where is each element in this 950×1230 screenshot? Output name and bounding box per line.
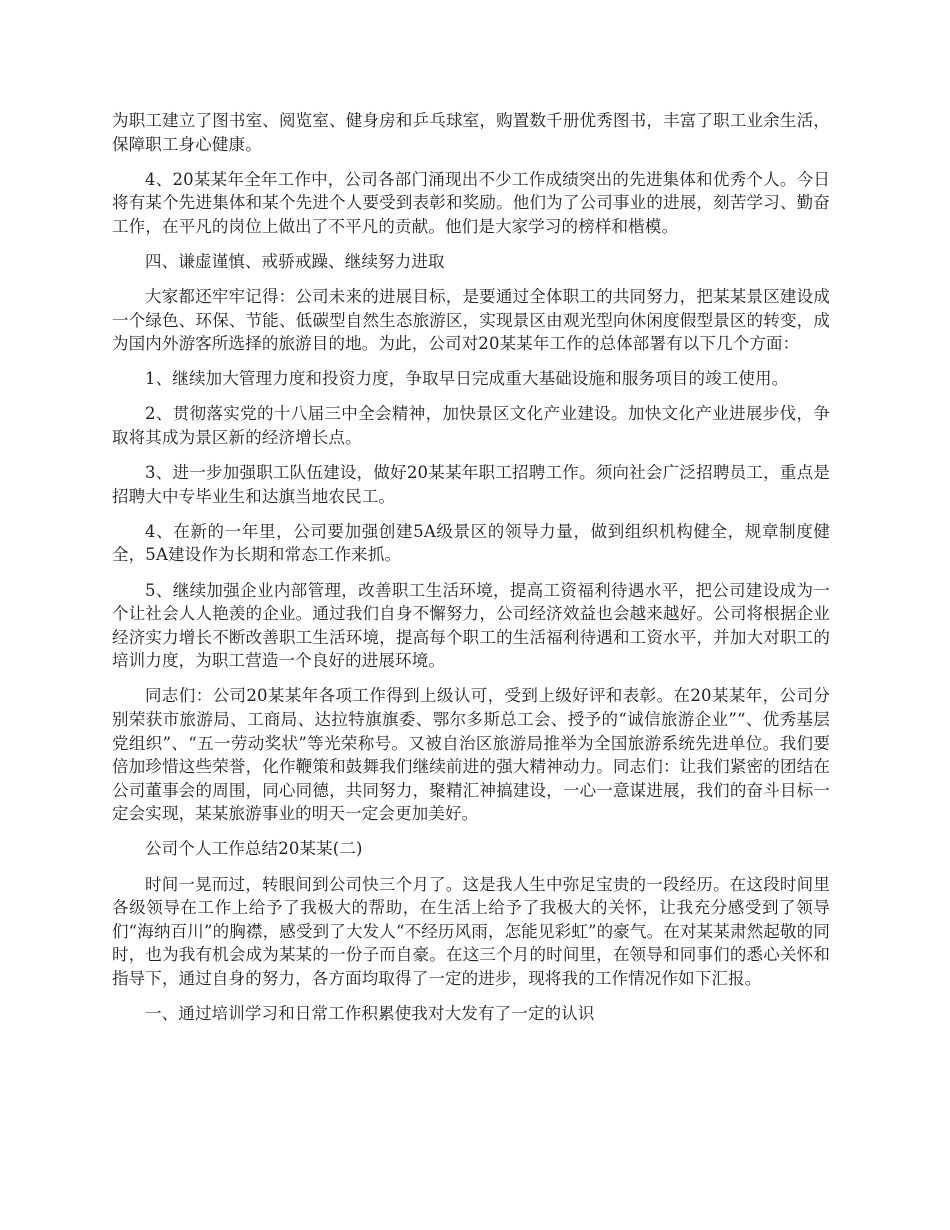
paragraph-comrades: 同志们：公司20某某年各项工作得到上级认可，受到上级好评和表彰。在20某某年，公司分别荣获市旅游局、工商局、达拉特旗旗委、鄂尔多斯总工会、授予的“诚信旅游企业”“、优秀基层党组织”、“五一劳动奖状”等光荣称号。又被自治区旅游局推举为全国旅游系统先进单位。我们要倍加珍惜这些荣誉，化作鞭策和鼓舞我们继续前进的强大精神动力。同志们：让我们紧密的团结在公司董事会的周围，同心同德，共同努力，聚精汇神搞建设，一心一意谋进展，我们的奋斗目标一定会实现，某某旅游事业的明天一定会更加美好。 (112, 686, 830, 824)
section-heading-four: 四、谦虚谨慎、戒骄戒躁、继续努力进取 (145, 251, 445, 271)
list-item-2: 2、贯彻落实党的十八届三中全会精神，加快景区文化产业建设。加快文化产业进展步伐，争取将其成为景区新的经济增长点。 (112, 404, 830, 448)
document-body (112, 109, 830, 1037)
list-item-1: 1、继续加大管理力度和投资力度，争取早日完成重大基础设施和服务项目的竣工使用。 (145, 369, 789, 389)
list-item-5: 5、继续加强企业内部管理，改善职工生活环境，提高工资福利待遇水平，把公司建设成为一个让社会人人艳羡的企业。通过我们自身不懈努力，公司经济效益也会越来越好。公司将根据企业经济实力增长不断改善职工生活环境，提高每个职工的生活福利待遇和工资水平，并加大对职工的培训力度，为职工营造一个良好的进展环境。 (112, 580, 830, 671)
section-heading-one: 一、通过培训学习和日常工作积累使我对大发有了一定的认识 (145, 1004, 595, 1023)
paragraph-advanced-collectives: 4、20某某年全年工作中，公司各部门涌现出不少工作成绩突出的先进集体和优秀个人。今日将有某个先进集体和某个先进个人要受到表彰和奖励。他们为了公司事业的进展，刻苦学习、勤奋工作，在平凡的岗位上做出了不平凡的贡献。他们是大家学习的榜样和楷模。 (112, 169, 830, 236)
paragraph-development-goals: 大家都还牢牢记得：公司未来的进展目标，是要通过全体职工的共同努力，把某某景区建设成一个绿色、环保、节能、低碳型自然生态旅游区，实现景区由观光型向休闲度假型景区的转变，成为国内外游客所选择的旅游目的地。为此，公司对20某某年工作的总体部署有以下几个方面： (112, 287, 830, 354)
paragraph-time-flies: 时间一晃而过，转眼间到公司快三个月了。这是我人生中弥足宝贵的一段经历。在这段时间里各级领导在工作上给予了我极大的帮助，在生活上给予了我极大的关怀，让我充分感受到了领导们“海纳百川”的胸襟，感受到了大发人“不经历风雨，怎能见彩虹”的豪气。在对某某肃然起敬的同时，也为我有机会成为某某的一份子而自豪。在这三个月的时间里，在领导和同事们的悉心关怀和指导下，通过自身的努力，各方面均取得了一定的进步，现将我的工作情况作如下汇报。 (112, 874, 830, 988)
paragraph-continuation: 为职工建立了图书室、阅览室、健身房和乒乓球室，购置数千册优秀图书，丰富了职工业余生活，保障职工身心健康。 (112, 111, 830, 154)
list-item-3: 3、进一步加强职工队伍建设，做好20某某年职工招聘工作。须向社会广泛招聘员工，重点是招聘大中专毕业生和达旗当地农民工。 (112, 463, 830, 506)
document-subtitle: 公司个人工作总结20某某(二) (145, 839, 363, 859)
list-item-4: 4、在新的一年里，公司要加强创建5A级景区的领导力量，做到组织机构健全，规章制度健全，5A建设作为长期和常态工作来抓。 (112, 521, 830, 565)
